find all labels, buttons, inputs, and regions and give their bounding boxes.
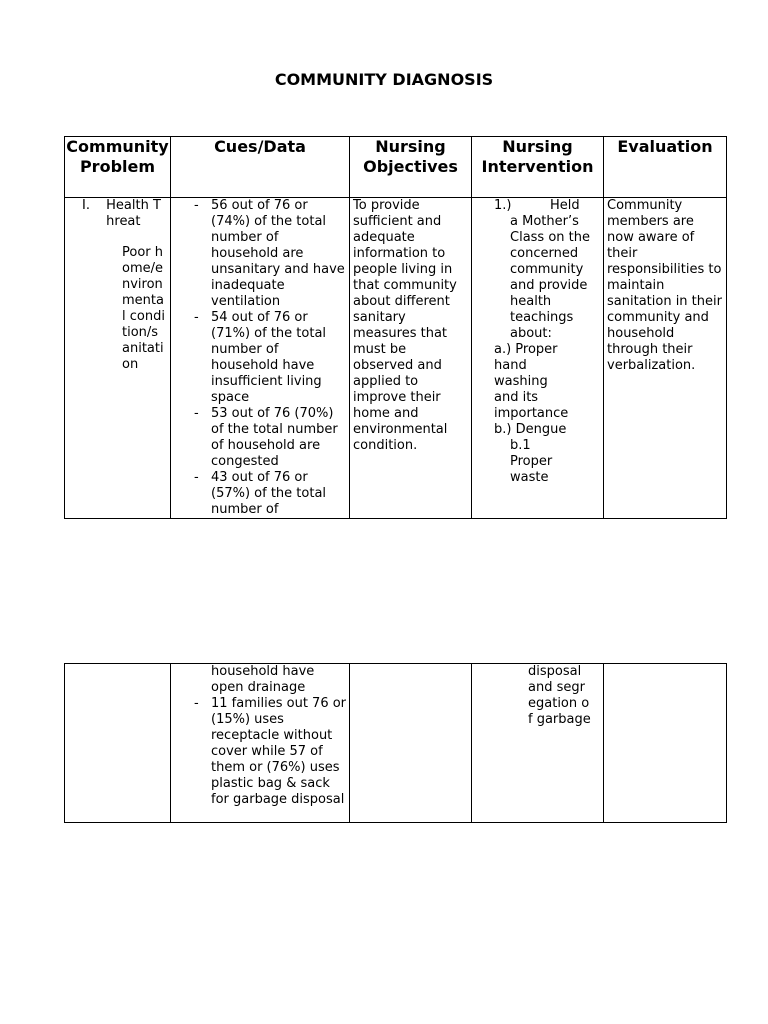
header-objectives: Nursing Objectives — [350, 137, 472, 198]
intervention-item-b1-text: Proper waste — [510, 454, 553, 485]
diagnosis-table-page2 — [64, 663, 727, 823]
intervention-item-b1-label: b.1 — [510, 438, 531, 453]
intervention-item-a: a.) Proper hand washing and its importance — [494, 342, 569, 421]
intervention-text: Held a Mother’s Class on the concerned community and provide health teachings about: — [510, 198, 590, 341]
document-title: COMMUNITY DIAGNOSIS — [274, 70, 494, 89]
dash-bullet: - — [194, 406, 199, 421]
list-item: - 11 families out 76 or (15%) uses receptacle without cover while 57 of them or (76%) uses plastic bag & sack for garbage disposal — [194, 696, 347, 807]
dash-bullet: - — [194, 310, 199, 325]
list-item: - 53 out of 76 (70%) of the total number of household are congested — [194, 406, 338, 469]
diagnosis-table-page1 — [64, 136, 727, 519]
cues-continuation: household have open drainage — [211, 664, 315, 695]
cues-cell — [171, 198, 350, 519]
header-intervention: Nursing Intervention — [472, 137, 604, 198]
problem-number: I. — [82, 198, 90, 213]
problem-cell-cont — [65, 664, 171, 823]
evaluation-text: Community members are now aware of their responsibilities to maintain sanitation in their community and household through their verbalization. — [607, 198, 722, 373]
intervention-item-b1-cont: disposal and segregation of garbage — [528, 664, 591, 727]
evaluation-cell-cont — [604, 664, 727, 823]
problem-cell — [65, 198, 171, 519]
dash-bullet: - — [194, 696, 199, 711]
intervention-cell-cont — [472, 664, 604, 823]
list-item: - 56 out of 76 or (74%) of the total number of household are unsanitary and have inadequate ventilation — [194, 198, 345, 309]
intervention-number: 1.) — [494, 198, 512, 213]
header-evaluation: Evaluation — [604, 137, 727, 198]
problem-detail: Poor home/environmental condition/sanitation — [122, 245, 165, 372]
problem-label: Health Threat — [106, 198, 161, 229]
cues-cell-cont — [171, 664, 350, 823]
dash-bullet: - — [194, 198, 199, 213]
list-item: - 43 out of 76 or (57%) of the total number of — [194, 470, 327, 517]
objective-text: To provide sufficient and adequate information to people living in that community about different sanitary measures that must be observed and applied to improve their home and environmental condition. — [353, 198, 457, 453]
list-item: - 54 out of 76 or (71%) of the total number of household have insufficient living space — [194, 310, 327, 405]
intervention-item-b: b.) Dengue — [494, 422, 567, 437]
cues-list-cont — [171, 696, 349, 808]
header-cues: Cues/Data — [171, 137, 350, 198]
objective-cell — [350, 198, 472, 519]
intervention-cell — [472, 198, 604, 519]
evaluation-cell — [604, 198, 727, 519]
objective-cell-cont — [350, 664, 472, 823]
dash-bullet: - — [194, 470, 199, 485]
cues-list — [171, 198, 349, 518]
header-problem: Community Problem — [65, 137, 171, 198]
